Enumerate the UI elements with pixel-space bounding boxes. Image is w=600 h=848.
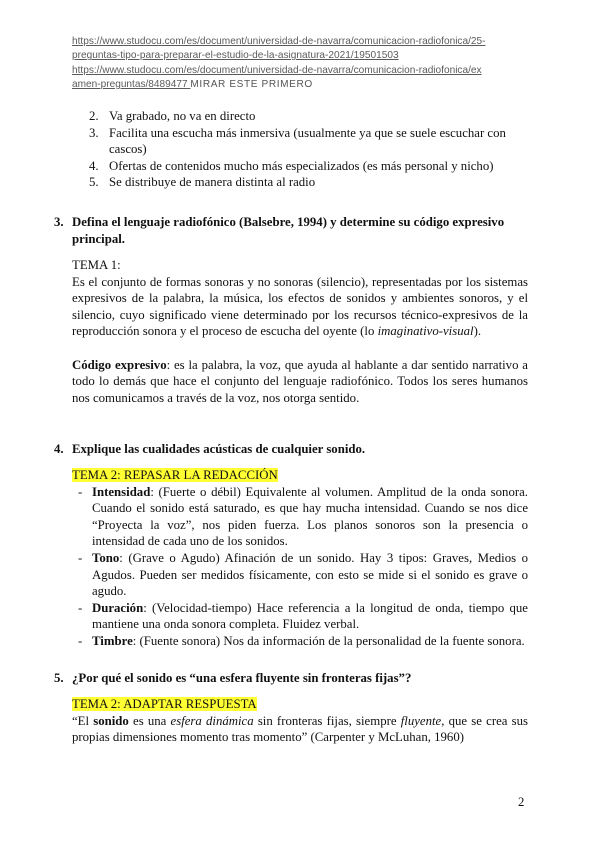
question-4-answer bbox=[72, 467, 528, 650]
source-link-2-line-2: amen-preguntas/8489477 bbox=[72, 78, 188, 90]
list-item: - Tono: (Grave o Agudo) Afinación de un sonido. Hay 3 tipos: Graves, Medios o Agudos. Pueden ser medidos físicamente, con esto se mide si el sonido es grave o agudo. bbox=[78, 550, 528, 599]
source-link-1-line-2: preguntas-tipo-para-preparar-el-estudio-de-la-asignatura-2021/19501503 bbox=[72, 50, 399, 62]
question-number: 3. bbox=[54, 215, 64, 229]
list-item: - Intensidad: (Fuerte o débil) Equivalente al volumen. Amplitud de la onda sonora. Cuando el sonido está saturado, es que hay mucha intensidad. Cuando se nos dice “Proyecta la voz”, nos piden fuerza. Los planos sonoros son la presencia o intensidad de cada uno de los sonidos. bbox=[78, 484, 528, 549]
question-3-answer bbox=[72, 257, 528, 406]
expressive-code-paragraph: Código expresivo: es la palabra, la voz, que ayuda al hablante a dar sentido narrativo a todo lo demás que hace el conjunto del lenguaje radiofónico. Todos los seres humanos nos comunicamos a través de la voz, nos otorga sentido. bbox=[72, 357, 528, 405]
source-link-1-line-1: https://www.studocu.com/es/document/universidad-de-navarra/comunicacion-radiofonica/25- bbox=[72, 36, 486, 47]
question-number: 5. bbox=[54, 671, 64, 685]
source-link-2-line-1: https://www.studocu.com/es/document/universidad-de-navarra/comunicacion-radiofonica/ex bbox=[72, 64, 482, 76]
question-5-heading bbox=[54, 670, 528, 687]
topic-label: TEMA 1: bbox=[72, 258, 121, 272]
question-3-heading bbox=[54, 214, 528, 247]
list-item: 2. Va grabado, no va en directo bbox=[89, 109, 256, 123]
list-item: 4. Ofertas de contenidos mucho más especializados (es más personal y nicho) bbox=[89, 158, 494, 173]
page-number: 2 bbox=[518, 795, 525, 809]
question-title: Defina el lenguaje radiofónico (Balsebre, 1994) y determine su código expresivo principal. bbox=[72, 215, 505, 246]
quote-paragraph: “El sonido es una esfera dinámica sin fronteras fijas, siempre fluyente, que se crea sus propias dimensiones momento tras momento” (Carpenter y McLuhan, 1960) bbox=[72, 713, 528, 745]
header-note: MIRAR ESTE PRIMERO bbox=[190, 78, 313, 90]
list-item: 5. Se distribuye de manera distinta al radio bbox=[89, 175, 316, 190]
list-item: - Duración: (Velocidad-tiempo) Hace referencia a la longitud de onda, tiempo que mantiene una onda sonora completa. Fluidez verbal. bbox=[78, 600, 528, 632]
list-item: - Timbre: (Fuente sonora) Nos da información de la personalidad de la fuente sonora. bbox=[78, 633, 525, 648]
numbered-list-continuation bbox=[72, 108, 528, 191]
question-5-answer bbox=[72, 696, 528, 746]
highlighted-topic-label: TEMA 2: ADAPTAR RESPUESTA bbox=[72, 697, 257, 711]
source-header bbox=[72, 35, 542, 92]
question-title: Explique las cualidades acústicas de cualquier sonido. bbox=[72, 442, 366, 456]
list-item: 3. Facilita una escucha más inmersiva (usualmente ya que se suele escuchar con cascos) bbox=[89, 125, 506, 157]
question-title: ¿Por qué el sonido es “una esfera fluyente sin fronteras fijas”? bbox=[72, 671, 412, 685]
source-link-1[interactable] bbox=[72, 36, 486, 61]
question-4-heading bbox=[54, 441, 528, 458]
definition-paragraph: Es el conjunto de formas sonoras y no sonoras (silencio), representadas por los sistemas expresivos de la palabra, la música, los efectos de sonidos y ambientes sonoros, y el silencio, cuyo significado viene determinado por los recursos técnico-expresivos de la reproducción sonora y el proceso de escucha del oyente (lo imaginativo-visual). bbox=[72, 274, 528, 339]
question-number: 4. bbox=[54, 442, 64, 456]
highlighted-topic-label: TEMA 2: REPASAR LA REDACCIÓN bbox=[72, 468, 278, 482]
